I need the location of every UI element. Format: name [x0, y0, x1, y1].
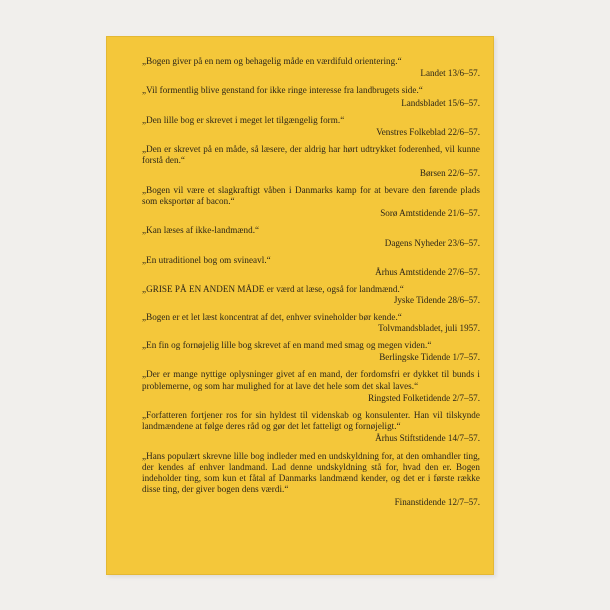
- review-source: Landet 13/6–57.: [420, 68, 480, 79]
- review-source: Venstres Folkeblad 22/6–57.: [376, 127, 480, 138]
- review-2: [142, 85, 480, 108]
- review-3: [142, 115, 480, 138]
- review-source: Ringsted Folketidende 2/7–57.: [368, 392, 480, 403]
- review-source: Berlingske Tidende 1/7–57.: [379, 352, 480, 363]
- review-quote: „Den er skrevet på en måde, så læsere, der aldrig har hørt udtrykket foderenhed, vil kunne forstå den.“: [142, 144, 480, 166]
- review-source: Dagens Nyheder 23/6–57.: [384, 237, 480, 248]
- review-source: Landsbladet 15/6–57.: [401, 97, 480, 108]
- review-8: [142, 284, 480, 306]
- review-10: [142, 340, 480, 363]
- review-13: [142, 451, 480, 508]
- review-quote: „Bogen er et let læst koncentrat af det, enhver svineholder bør kende.“: [142, 311, 402, 322]
- review-quote: „Bogen giver på en nem og behagelig måde en værdifuld orientering.“: [142, 56, 402, 66]
- review-quote: „Kan læses af ikke-landmænd.“: [142, 225, 260, 236]
- review-source: Sorø Amtstidende 21/6–57.: [380, 208, 480, 219]
- review-quote: „GRISE PÅ EN ANDEN MÅDE er værd at læse, også for landmænd.“: [142, 284, 404, 295]
- book-back-cover: [106, 36, 494, 575]
- review-source: Finanstidende 12/7–57.: [394, 496, 480, 507]
- review-source: Århus Amtstidende 27/6–57.: [375, 267, 480, 278]
- review-quote: „En utraditionel bog om svineavl.“: [142, 254, 271, 265]
- review-quote: „Der er mange nyttige oplysninger givet af en mand, der fordomsfri er dykket til bunds i problemerne, og som har mulighed for at lave det hele som det skal laves.“: [142, 369, 480, 391]
- review-quote: „Forfatteren fortjener ros for sin hyldest til videnskab og konsulenter. Han vil tilskynde landmændene at følge deres råd og gør det let fatteligt og fornøjeligt.“: [142, 410, 480, 432]
- review-12: [142, 410, 480, 445]
- review-source: Århus Stiftstidende 14/7–57.: [375, 433, 480, 444]
- review-quote: „Vil formentlig blive genstand for ikke ringe interesse fra landbrugets side.“: [142, 85, 423, 96]
- review-quote: „Bogen vil være et slagkraftigt våben i Danmarks kamp for at bevare den førende plads som eksportør af bacon.“: [142, 184, 480, 207]
- review-9: [142, 312, 480, 334]
- review-quote: „En fin og fornøjelig lille bog skrevet af en mand med smag og megen viden.“: [142, 340, 432, 351]
- review-source: Tolvmandsbladet, juli 1957.: [378, 322, 480, 333]
- review-6: [142, 225, 480, 248]
- review-source: Børsen 22/6–57.: [419, 167, 480, 178]
- review-quote: „Hans populært skrevne lille bog indleder med en undskyldning for, at den omhandler ting, der kendes af enhver landmand. Lad denne undskyldning stå for, hvad den er. Bogen indeholder ting, som kun et fåtal af Danmarks landmænd kender, og det er i første række disse ting, der giver bogen dens værdi.“: [142, 450, 480, 495]
- review-7: [142, 255, 480, 278]
- review-quote: „Den lille bog er skrevet i meget let tilgængelig form.“: [142, 114, 345, 125]
- review-1: [142, 56, 480, 79]
- review-source: Jyske Tidende 28/6–57.: [393, 295, 480, 306]
- review-5: [142, 185, 480, 220]
- review-4: [142, 144, 480, 179]
- review-11: [142, 369, 480, 404]
